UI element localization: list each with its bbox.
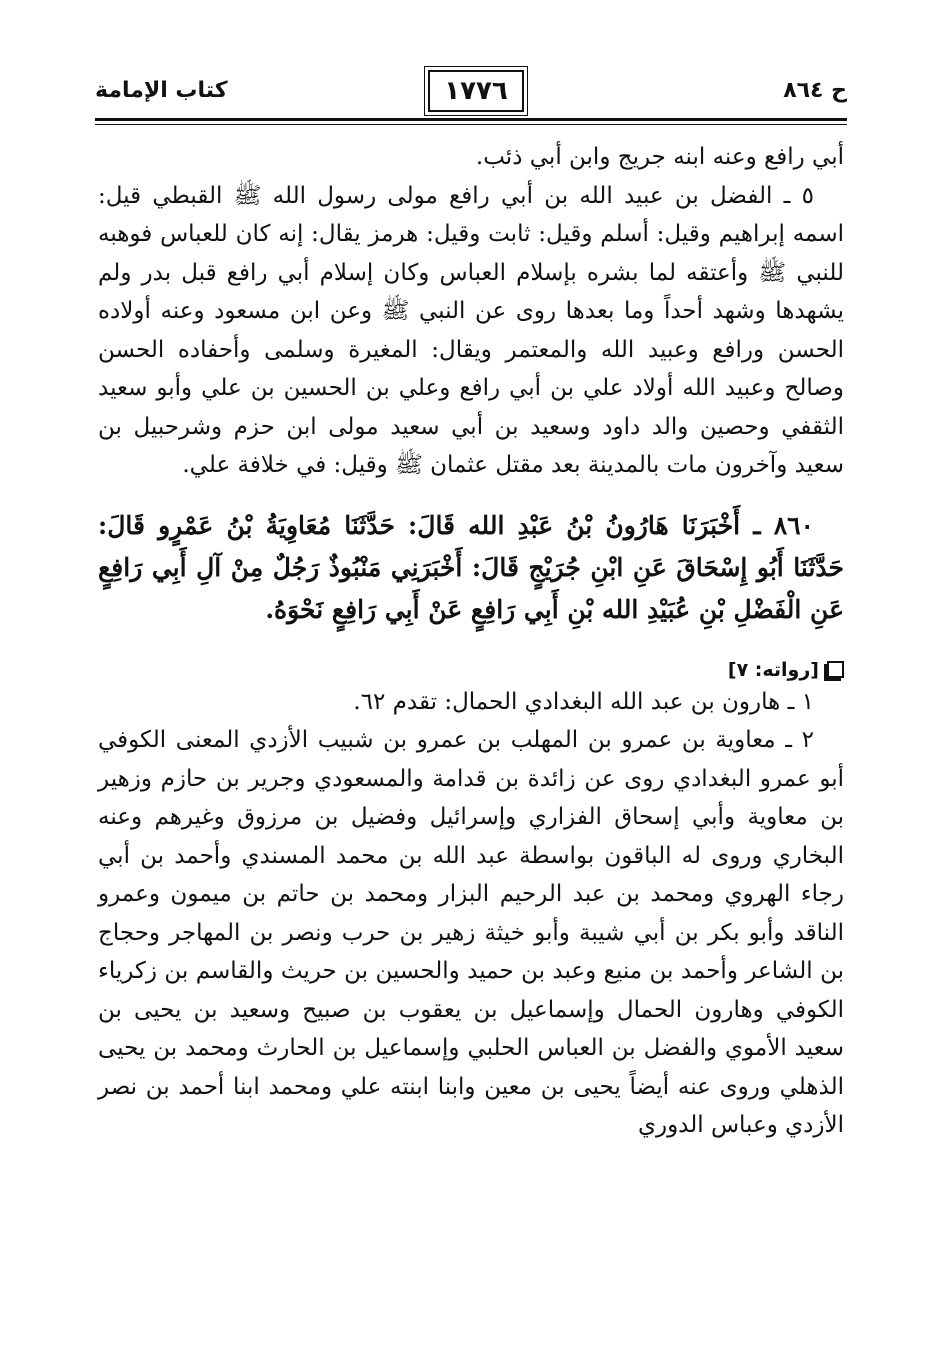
narrators-heading [98,659,844,681]
intro-paragraph-1: أبي رافع وعنه ابنه جريج وابن أبي ذئب. [475,144,844,170]
page-header [95,66,847,120]
book-title: كتاب الإمامة [95,78,228,103]
square-bullet-icon [827,661,844,678]
hadith-reference: ح ٨٦٤ [783,78,847,103]
intro-paragraph-2: ٥ ـ الفضل بن عبيد الله بن أبي رافع مولى رسول الله ﷺ القبطي قيل: اسمه إبراهيم وقيل: أسلم وقيل: ثابت وقيل: هرمز يقال: إنه كان للعباس فوهبه للنبي ﷺ وأعتقه لما بشره بإسلام العباس وكان إسلام أبي رافع قبل بدر ولم يشهدها وشهد أحداً وما بعدها روى عن النبي ﷺ وعن ابن مسعود وعنه أولاده الحسن ورافع وعبيد الله والمعتمر ويقال: المغيرة وسلمى وأحفاده الحسن وصالح وعبيد الله أولاد علي بن أبي رافع وعلي بن الحسين بن علي وأبو سعيد الثقفي وحصين والد داود وسعيد بن أبي سعيد مولى ابن حزم وشرحبيل بن سعيد وآخرون مات بالمدينة بعد مقتل عثمان ﷺ وقيل: في خلافة علي. [98,182,844,478]
narrator-1: ١ ـ هارون بن عبد الله البغدادي الحمال: تقدم ٦٢. [353,688,814,715]
narrator-2: ٢ ـ معاوية بن عمرو بن المهلب بن عمرو بن شبيب الأزدي المعنى الكوفي أبو عمرو البغدادي روى عن زائدة بن قدامة والمسعودي وجرير بن حازم وزهير بن معاوية وأبي إسحاق الفزاري وإسرائيل وفضيل بن مرزوق وغيرهم وعنه البخاري وروى له الباقون بواسطة عبد الله بن محمد المسندي وأحمد بن أبي رجاء الهروي ومحمد بن عبد الرحيم البزار ومحمد بن حاتم بن ميمون وعمرو الناقد وأبو بكر بن أبي شيبة وأبو خيثة زهير بن حرب ونصر بن المهاجر وحجاج بن الشاعر وأحمد بن منيع وعبد بن حميد والحسين بن حريث والقاسم بن زكرياء الكوفي وهارون الحمال وإسماعيل بن يعقوب بن صبيح وسعيد بن يحيى بن سعيد الأموي والفضل بن العباس الحلبي وإسماعيل بن الحارث ومحمد بن يحيى الذهلي وروى عنه أيضاً يحيى بن معين وابنا ابنته علي ومحمد ابنا أحمد بن نصر الأزدي وعباس الدوري [98,727,844,1138]
header-rule [95,118,847,121]
hadith-text: ٨٦٠ ـ أَخْبَرَنَا هَارُونُ بْنُ عَبْدِ الله قَالَ: حَدَّثَنَا مُعَاوِيَةُ بْنُ عَمْرٍو قَالَ: حَدَّثَنَا أَبُو إِسْحَاقَ عَنِ ابْنِ جُرَيْجٍ قَالَ: أَخْبَرَنِي مَنْبُوذٌ رَجُلٌ مِنْ آلِ أَبِي رَافِعٍ عَنِ الْفَضْلِ بْنِ عُبَيْدِ الله بْنِ أَبِي رَافِعٍ عَنْ أَبِي رَافِعٍ نَحْوَهُ. [98,510,844,624]
page-number-frame [428,70,524,112]
page-number: ١٧٧٦ [444,76,508,106]
narrators-heading-label: [رواته: ٧] [727,658,819,681]
header-rule-thin [95,124,847,125]
page-content [98,138,844,1145]
